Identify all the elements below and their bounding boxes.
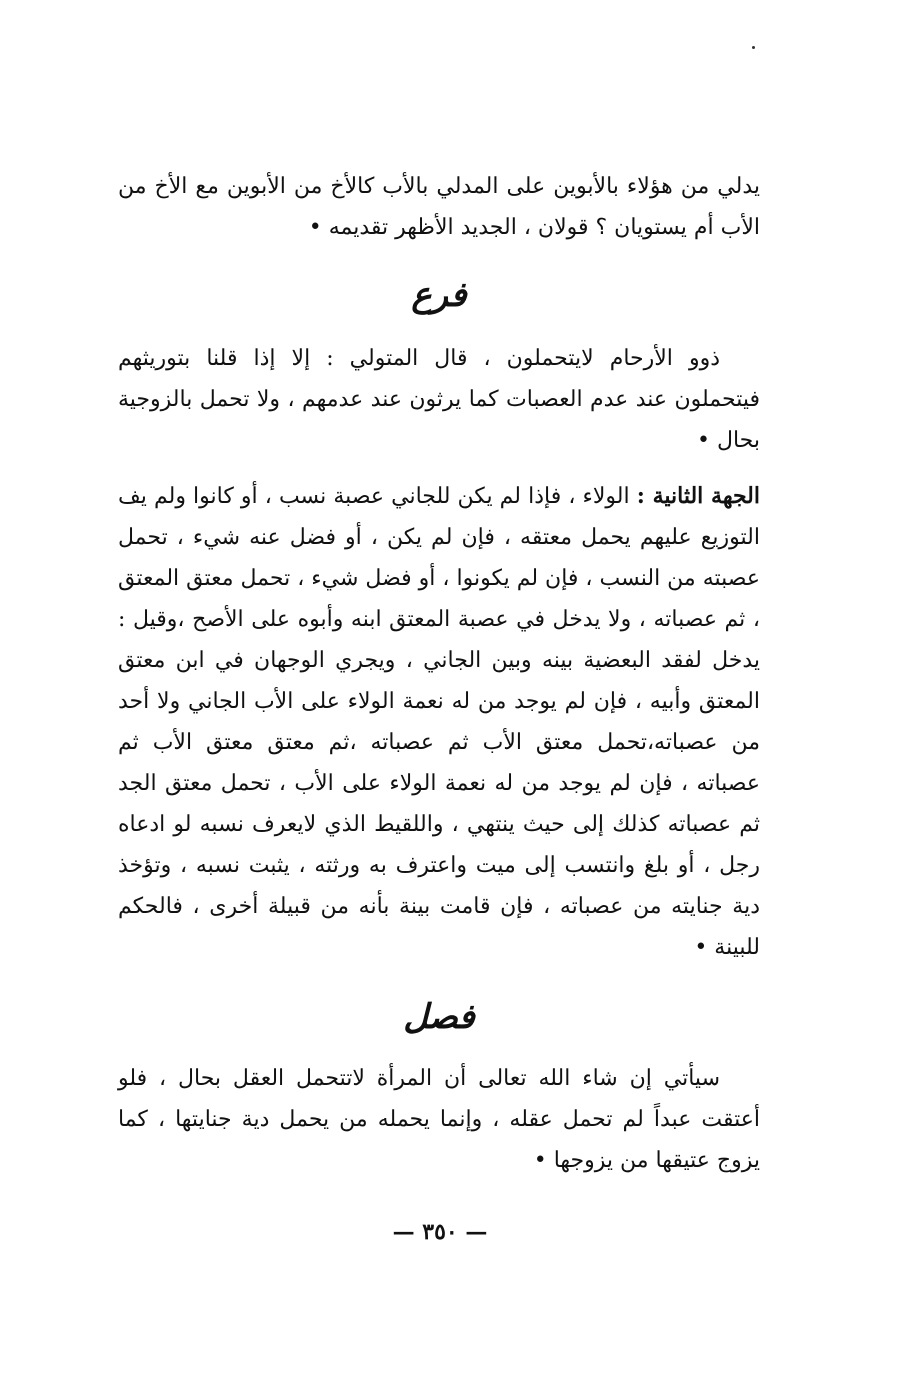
- section-heading-fasl: فصل: [403, 997, 475, 1037]
- fasl-text: سيأتي إن شاء الله تعالى أن المرأة لاتتحمل العقل بحال ، فلو أعتقت عبداً لم تحمل عقله ، وإنما يحمله من يحمل دية جنايتها ، كما يزوج عتيقها من يزوجها •: [118, 1066, 760, 1173]
- dhawu-arham-text: ذوو الأرحام لايتحملون ، قال المتولي : إلا إذا قلنا بتوريثهم فيتحملون عند عدم العصبات كما يرثون عند عدمهم ، ولا تحمل بالزوجية بحال •: [118, 346, 760, 453]
- second-category-text: الولاء ، فإذا لم يكن للجاني عصبة نسب ، أو كانوا ولم يف التوزيع عليهم يحمل معتقه ، فإن لم يكن ، أو فضل عنه شيء ، تحمل عصبته من النسب ، فإن لم يكونوا ، أو فضل شيء ، تحمل معتق المعتق ، ثم عصباته ، ولا يدخل في عصبة المعتق ابنه وأبوه على الأصح ،وقيل : يدخل لفقد البعضية بينه وبين الجاني ، ويجري الوجهان في ابن معتق المعتق وأبيه ، فإن لم يوجد من له نعمة الولاء على الأب الجاني ولا أحد من عصباته،تحمل معتق الأب ثم عصباته ،ثم معتق معتق الأب ثم عصباته ، فإن لم يوجد من له نعمة الولاء على الأب ، تحمل معتق الجد ثم عصباته كذلك إلى حيث ينتهي ، واللقيط الذي لايعرف نسبه لو ادعاه رجل ، أو بلغ وانتسب إلى ميت واعترف به ورثته ، يثبت نسبه ، وتؤخذ دية جنايته من عصباته ، فإن قامت بينة بأنه من قبيلة أخرى ، فالحكم للبينة •: [118, 484, 761, 960]
- fasl-paragraph: [118, 1058, 760, 1181]
- second-category-paragraph: [118, 476, 760, 968]
- section-heading-far: فرع: [411, 275, 467, 315]
- dhawu-arham-paragraph: [118, 338, 760, 461]
- page-number: — ٣٥٠ —: [392, 1219, 488, 1245]
- intro-paragraph: يدلي من هؤلاء بالأبوين على المدلي بالأب كالأخ من الأبوين مع الأخ من الأب أم يستويان ؟ قولان ، الجديد الأظهر تقديمه •: [118, 174, 760, 240]
- second-category-lead: الجهة الثانية :: [636, 483, 760, 509]
- page-speck: [752, 46, 755, 49]
